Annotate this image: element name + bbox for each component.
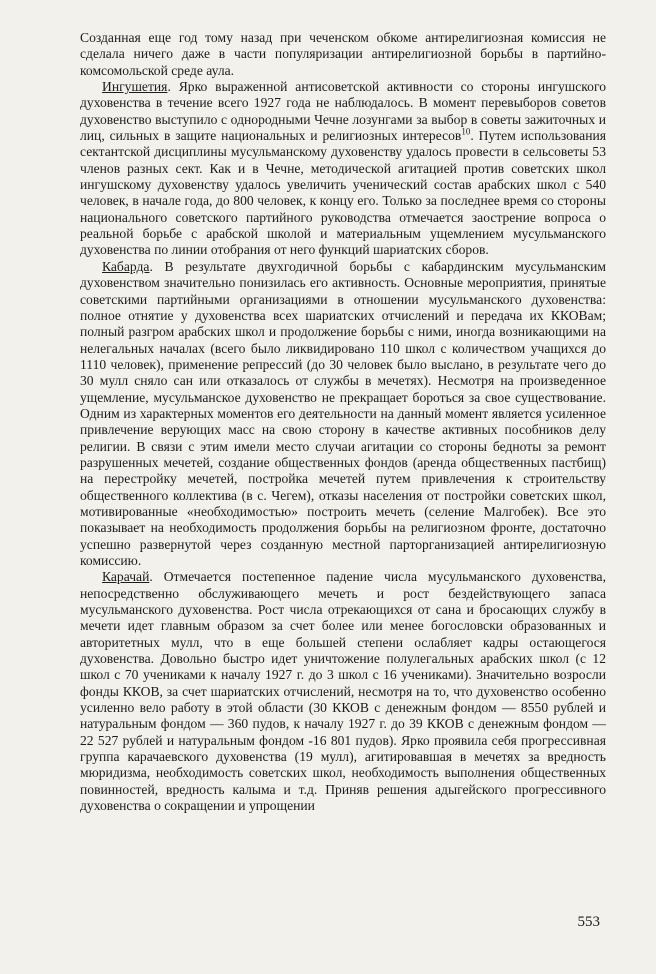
paragraph-ingushetia-text-b: . Путем использования сектантской дисциплины мусульманскому духовенству удалось провести в сельсоветы 53 членов разных сект. Как и в Чечне, методической агитацией против советских школ ингушскому духовенству удалось увеличить ученический состав арабских школ с 540 человек, в начале года, до 800 человек, к концу его. Только за последнее время со стороны национального советского партийного руководства отмечается заострение вопроса о реальной борьбе с арабской школой и материальным ущемлением мусульманского духовенства по линии отобрания от него функций шариатских сборов. [80,128,607,258]
heading-karachay: Карачай [102,569,150,585]
paragraph-ingushetia [80,79,606,259]
body-text [80,30,606,815]
heading-ingushetia: Ингушетия [102,79,168,95]
page-number: 553 [577,914,600,930]
paragraph-karachay [80,569,606,814]
heading-kabarda: Кабарда [102,258,150,274]
paragraph-ingushetia-text-a: . Ярко выраженной антисоветской активности со стороны ингушского духовенства в течение всего 1927 года не наблюдалось. В момент перевыборов советов духовенство выступило с однородными Чечне лозунгами за выбор в советы зажиточных и лиц, сильных в защите национальных и религиозных интересов [80,79,606,144]
paragraph-karachay-text: . Отмечается постепенное падение числа мусульманского духовенства, непосредственно обслуживающего мечеть и рост бездействующего запаса мусульманского духовенства. Рост числа отрекающихся от сана и бросающих службу в мечети идет главным образом за счет более или менее богословски образованных и авторитетных мулл, что в еще большей степени ослабляет кадры остающегося духовенства. Довольно быстро идет уничтожение полулегальных арабских школ (с 12 школ с 70 учениками к началу 1927 г. до 3 школ с 16 учениками). Значительно возросли фонды ККОВ, за счет шариатских отчислений, несмотря на то, что духовенство особенно усиленно вело работу в этой области (30 ККОВ с денежным фондом — 8550 рублей и натуральным фондом — 360 пудов, к началу 1927 г. до 39 ККОВ с денежным фондом — 22 527 рублей и натуральным фондом -16 801 пудов). Ярко проявила себя прогрессивная группа карачаевского духовенства (19 мулл), агитировавшая в мечетях за вредность мюридизма, необходимость советских школ, необходимость выполнения общественных повинностей, вредность калыма и т.д. Приняв решения адыгейского прогрессивного духовенства о сокращении и упрощении [80,569,606,814]
footnote-marker: 10 [461,126,471,137]
paragraph-intro [80,30,606,79]
paragraph-kabarda [80,259,606,570]
paragraph-intro-text: Созданная еще год тому назад при чеченском обкоме антирелигиозная комиссия не сделала ничего даже в части популяризации антирелигиозной борьбы в партийно-комсомольской среде аула. [80,30,606,78]
paragraph-kabarda-text: . В результате двухгодичной борьбы с кабардинским мусульманским духовенством значительно понизилась его активность. Основные мероприятия, принятые советскими партийными организациями в отношении мусульманского духовенства: полное отнятие у духовенства всех шариатских отчислений и передача их ККОВам; полный разгром арабских школ и продолжение борьбы с ними, иногда возникающими на нелегальных началах (всего было ликвидировано 110 школ с количеством учащихся до 1110 человек), применение репрессий (до 30 человек было выслано, в результате чего до 30 мулл сняло сан или отказалось от службы в мечетях). Несмотря на произведенное ущемление, мусульманское духовенство не прекращает бороться за свое существование. Одним из характерных моментов его деятельности на данный момент является усиленное привлечение верующих масс на свою сторону в качестве активных пособников делу религии. В связи с этим имели место случаи агитации со стороны бедноты за ремонт разрушенных мечетей, создание общественных фондов (аренда общественных пастбищ) на перестройку мечетей, постройка мечетей путем привлечения к строительству общественного коллектива (в с. Чегем), отказы населения от постройки советских школ, мотивированные «необходимостью» построить мечеть (селение Малгобек). Все это показывает на необходимость продолжения борьбы на религиозном фронте, достаточно успешно развернутой через созданную местной парторганизацией антирелигиозную комиссию. [80,258,606,568]
